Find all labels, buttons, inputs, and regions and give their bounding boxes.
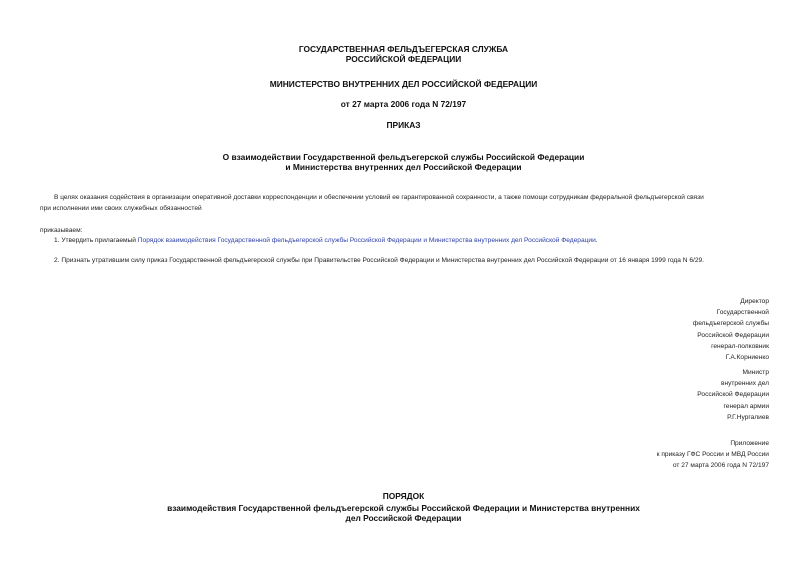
signature-line: Г.А.Корниенко [725,354,769,362]
order-title [0,152,807,172]
procedure-heading: ПОРЯДОК [382,491,425,501]
signature-line: Министр [742,369,769,376]
signature-line: Директор [740,298,769,305]
preamble [40,192,770,214]
signature-line: фельдъегерской службы [692,320,769,328]
procedure-link[interactable]: Порядок взаимодействия Государственной фельдъегерской службы Российской Федерации и Министерства внутренних дел Российской Федерации [137,237,596,244]
agency-name-line2: РОССИЙСКОЙ ФЕДЕРАЦИИ [345,54,462,64]
order-title-line1: О взаимодействии Государственной фельдъегерской службы Российской Федерации [222,152,585,162]
order-item-1-prefix: 1. Утвердить прилагаемый [54,237,138,244]
order-item-1-suffix: . [595,237,598,244]
order-item-2: 2. Признать утратившим силу приказ Государственной фельдъегерской службы при Правительстве Российской Федерации и Министерства внутренних дел Российской Федерации от 16 января 1999 года N 6/29. [54,257,704,264]
procedure-title-line2: дел Российской Федерации [345,513,462,523]
appendix-line: к приказу ГФС России и МВД России [656,451,769,459]
signature-line: генерал-полковник [711,342,769,350]
order-word: приказываем: [40,227,83,234]
document-type: ПРИКАЗ [386,120,421,130]
signature-director [693,296,769,363]
ministry-name: МИНИСТЕРСТВО ВНУТРЕННИХ ДЕЛ РОССИЙСКОЙ ФЕДЕРАЦИИ [269,79,538,89]
preamble-line1: В целях оказания содействия в организации оперативной доставки корреспонденции и обеспечении условий ее гарантированной сохранности, а также помощи сотрудникам федеральной фельдъегерской связи [54,194,704,201]
procedure-title [0,503,807,523]
agency-name-line1: ГОСУДАРСТВЕННАЯ ФЕЛЬДЪЕГЕРСКАЯ СЛУЖБА [298,44,509,54]
appendix-line: Приложение [730,440,769,447]
signature-line: генерал армии [723,402,769,410]
procedure-title-line1: взаимодействия Государственной фельдъегерской службы Российской Федерации и Министерства внутренних [167,503,640,513]
signature-line: Государственной [716,309,769,317]
appendix-reference [657,438,769,472]
order-title-line2: и Министерства внутренних дел Российской Федерации [285,162,522,172]
agency-name [0,44,807,64]
signature-line: внутренних дел [720,380,769,388]
order-date-number: от 27 марта 2006 года N 72/197 [340,99,467,109]
signature-minister [697,367,769,423]
signature-line: Р.Г.Нургалиев [727,413,769,421]
appendix-line: от 27 марта 2006 года N 72/197 [672,462,769,470]
signature-line: Российской Федерации [697,391,769,399]
signature-line: Российской Федерации [697,331,769,339]
order-item-1 [54,235,598,246]
preamble-line2: при исполнении ими своих служебных обязанностей [40,205,202,212]
